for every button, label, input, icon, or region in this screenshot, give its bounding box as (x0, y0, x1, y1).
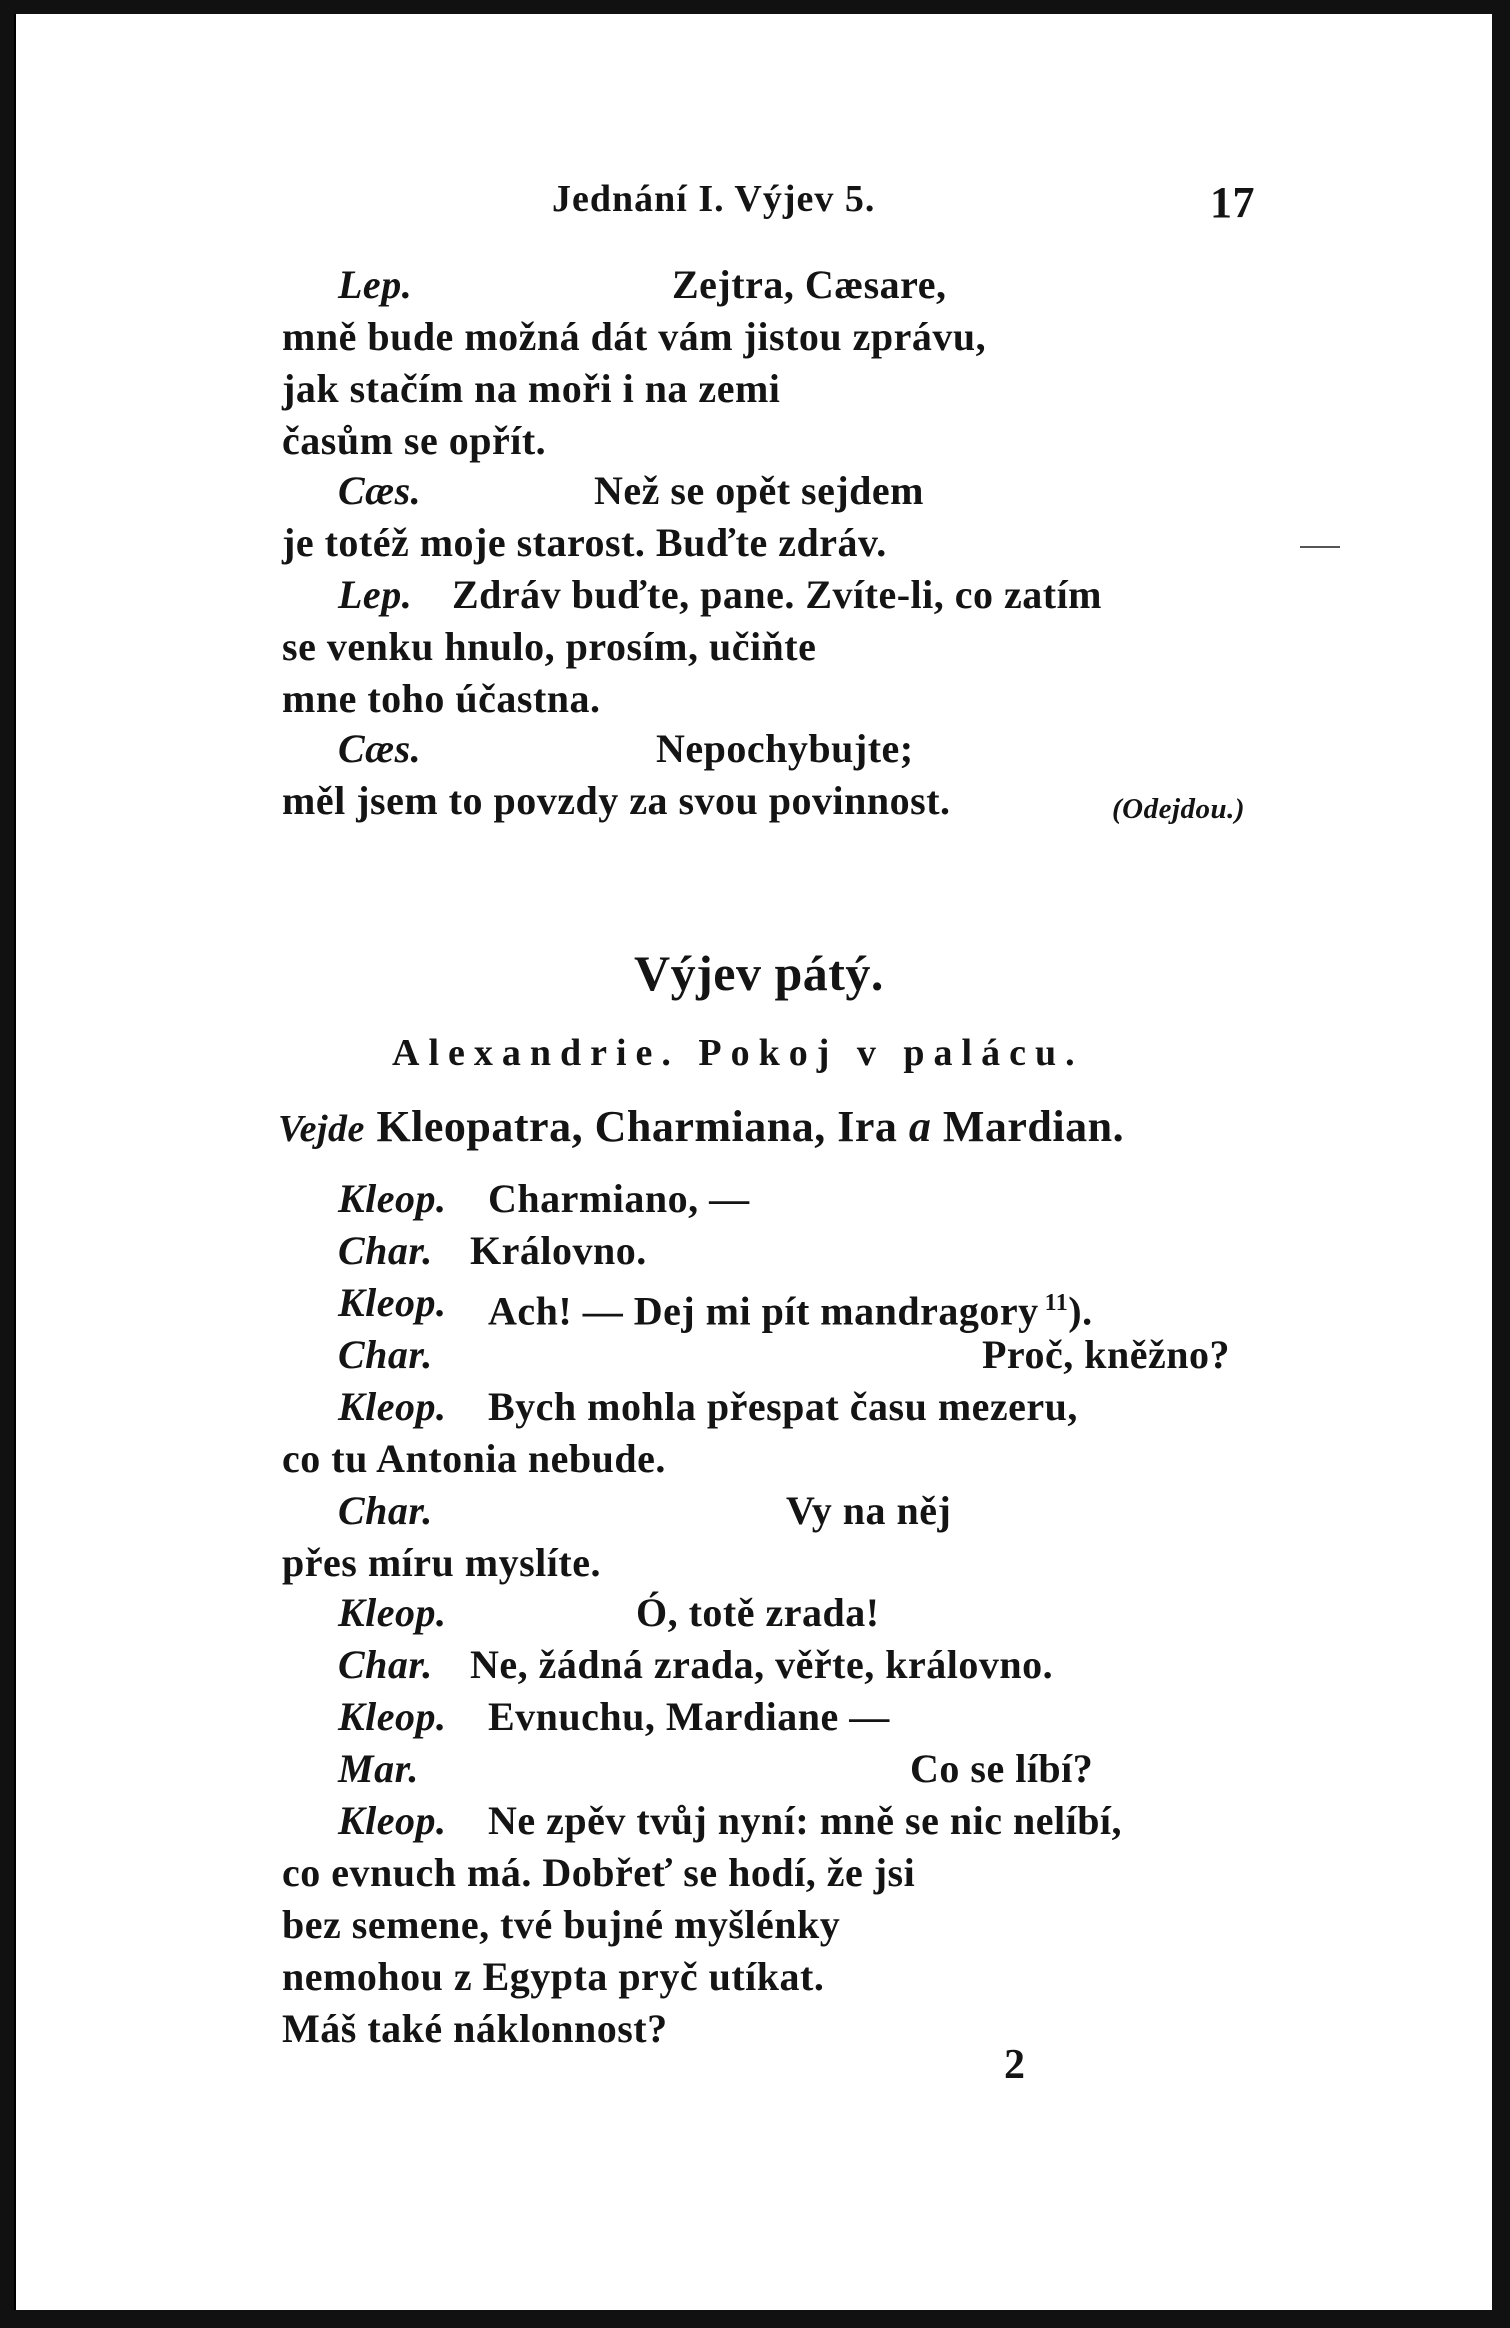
signature-mark: 2 (1004, 2042, 1026, 2088)
entry-verb: Vejde (278, 1108, 365, 1150)
verse-line: Zejtra, Cæsare, (672, 262, 947, 307)
speaker-kleop: Kleop. (338, 1694, 447, 1739)
verse-line: Máš také náklonnost? (282, 2006, 668, 2051)
entry-direction (278, 1104, 1124, 1152)
entry-last: Mardian. (942, 1102, 1125, 1151)
verse-line: Nepochybujte; (656, 726, 914, 771)
entry-names: Kleopatra, Charmiana, Ira (376, 1102, 898, 1151)
verse-line: přes míru myslíte. (282, 1540, 601, 1585)
verse-line: bez semene, tvé bujné myšlénky (282, 1902, 841, 1947)
verse-line: jak stačím na moři i na zemi (282, 366, 781, 411)
scene-title: Výjev pátý. (634, 945, 884, 1001)
verse-line: Ne zpěv tvůj nyní: mně se nic nelíbí, (488, 1798, 1123, 1843)
scan-border-right (1492, 0, 1510, 2328)
verse-line: Co se líbí? (910, 1746, 1094, 1791)
verse-tail: ). (1068, 1288, 1093, 1334)
verse-line: je totéž moje starost. Buďte zdráv. (282, 520, 887, 565)
running-head: Jednání I. Výjev 5. (552, 178, 876, 220)
verse-line: mně bude možná dát vám jistou zprávu, (282, 314, 987, 359)
speaker-lep: Lep. (338, 262, 413, 307)
verse-line: Vy na něj (786, 1488, 952, 1533)
scan-border-top (0, 0, 1510, 14)
verse-line: Zdráv buďte, pane. Zvíte-li, co zatím (452, 572, 1103, 617)
verse-text: Ach! — Dej mi pít mandragory (488, 1288, 1039, 1334)
verse-line: mne toho účastna. (282, 676, 601, 721)
margin-mark (1300, 546, 1340, 548)
entry-and: a (908, 1102, 932, 1151)
verse-line: Ne, žádná zrada, věřte, královno. (470, 1642, 1054, 1687)
scan-border-bottom (0, 2310, 1510, 2328)
verse-line: Bych mohla přespat času mezeru, (488, 1384, 1078, 1429)
speaker-char: Char. (338, 1332, 433, 1377)
verse-line: měl jsem to povzdy za svou povinnost. (282, 778, 951, 823)
stage-direction: (Odejdou.) (1112, 793, 1246, 825)
verse-line: časům se opřít. (282, 418, 547, 463)
speaker-kleop: Kleop. (338, 1384, 447, 1429)
speaker-char: Char. (338, 1488, 433, 1533)
speaker-kleop: Kleop. (338, 1590, 447, 1635)
speaker-kleop: Kleop. (338, 1176, 447, 1221)
speaker-char: Char. (338, 1228, 433, 1273)
page-number: 17 (1210, 178, 1255, 227)
scan-border-left (0, 0, 14, 2328)
speaker-lep: Lep. (338, 572, 413, 617)
speaker-caes: Cæs. (338, 468, 422, 513)
scene-location: Alexandrie. Pokoj v palácu. (392, 1032, 1084, 1074)
speaker-caes: Cæs. (338, 726, 422, 771)
verse-line: Evnuchu, Mardiane — (488, 1694, 890, 1739)
verse-line: Královno. (470, 1228, 647, 1273)
verse-line: co tu Antonia nebude. (282, 1436, 666, 1481)
verse-line: se venku hnulo, prosím, učiňte (282, 624, 817, 669)
verse-line: Proč, kněžno? (982, 1332, 1230, 1377)
speaker-mar: Mar. (338, 1746, 419, 1791)
verse-line: Než se opět sejdem (594, 468, 924, 513)
footnote-ref: 11 (1044, 1290, 1069, 1316)
speaker-kleop: Kleop. (338, 1280, 447, 1325)
verse-line: nemohou z Egypta pryč utíkat. (282, 1954, 825, 1999)
verse-line: Charmiano, — (488, 1176, 750, 1221)
verse-line (488, 1280, 1093, 1334)
verse-line: co evnuch má. Dobřeť se hodí, že jsi (282, 1850, 916, 1895)
speaker-char: Char. (338, 1642, 433, 1687)
speaker-kleop: Kleop. (338, 1798, 447, 1843)
verse-line: Ó, totě zrada! (636, 1590, 880, 1635)
